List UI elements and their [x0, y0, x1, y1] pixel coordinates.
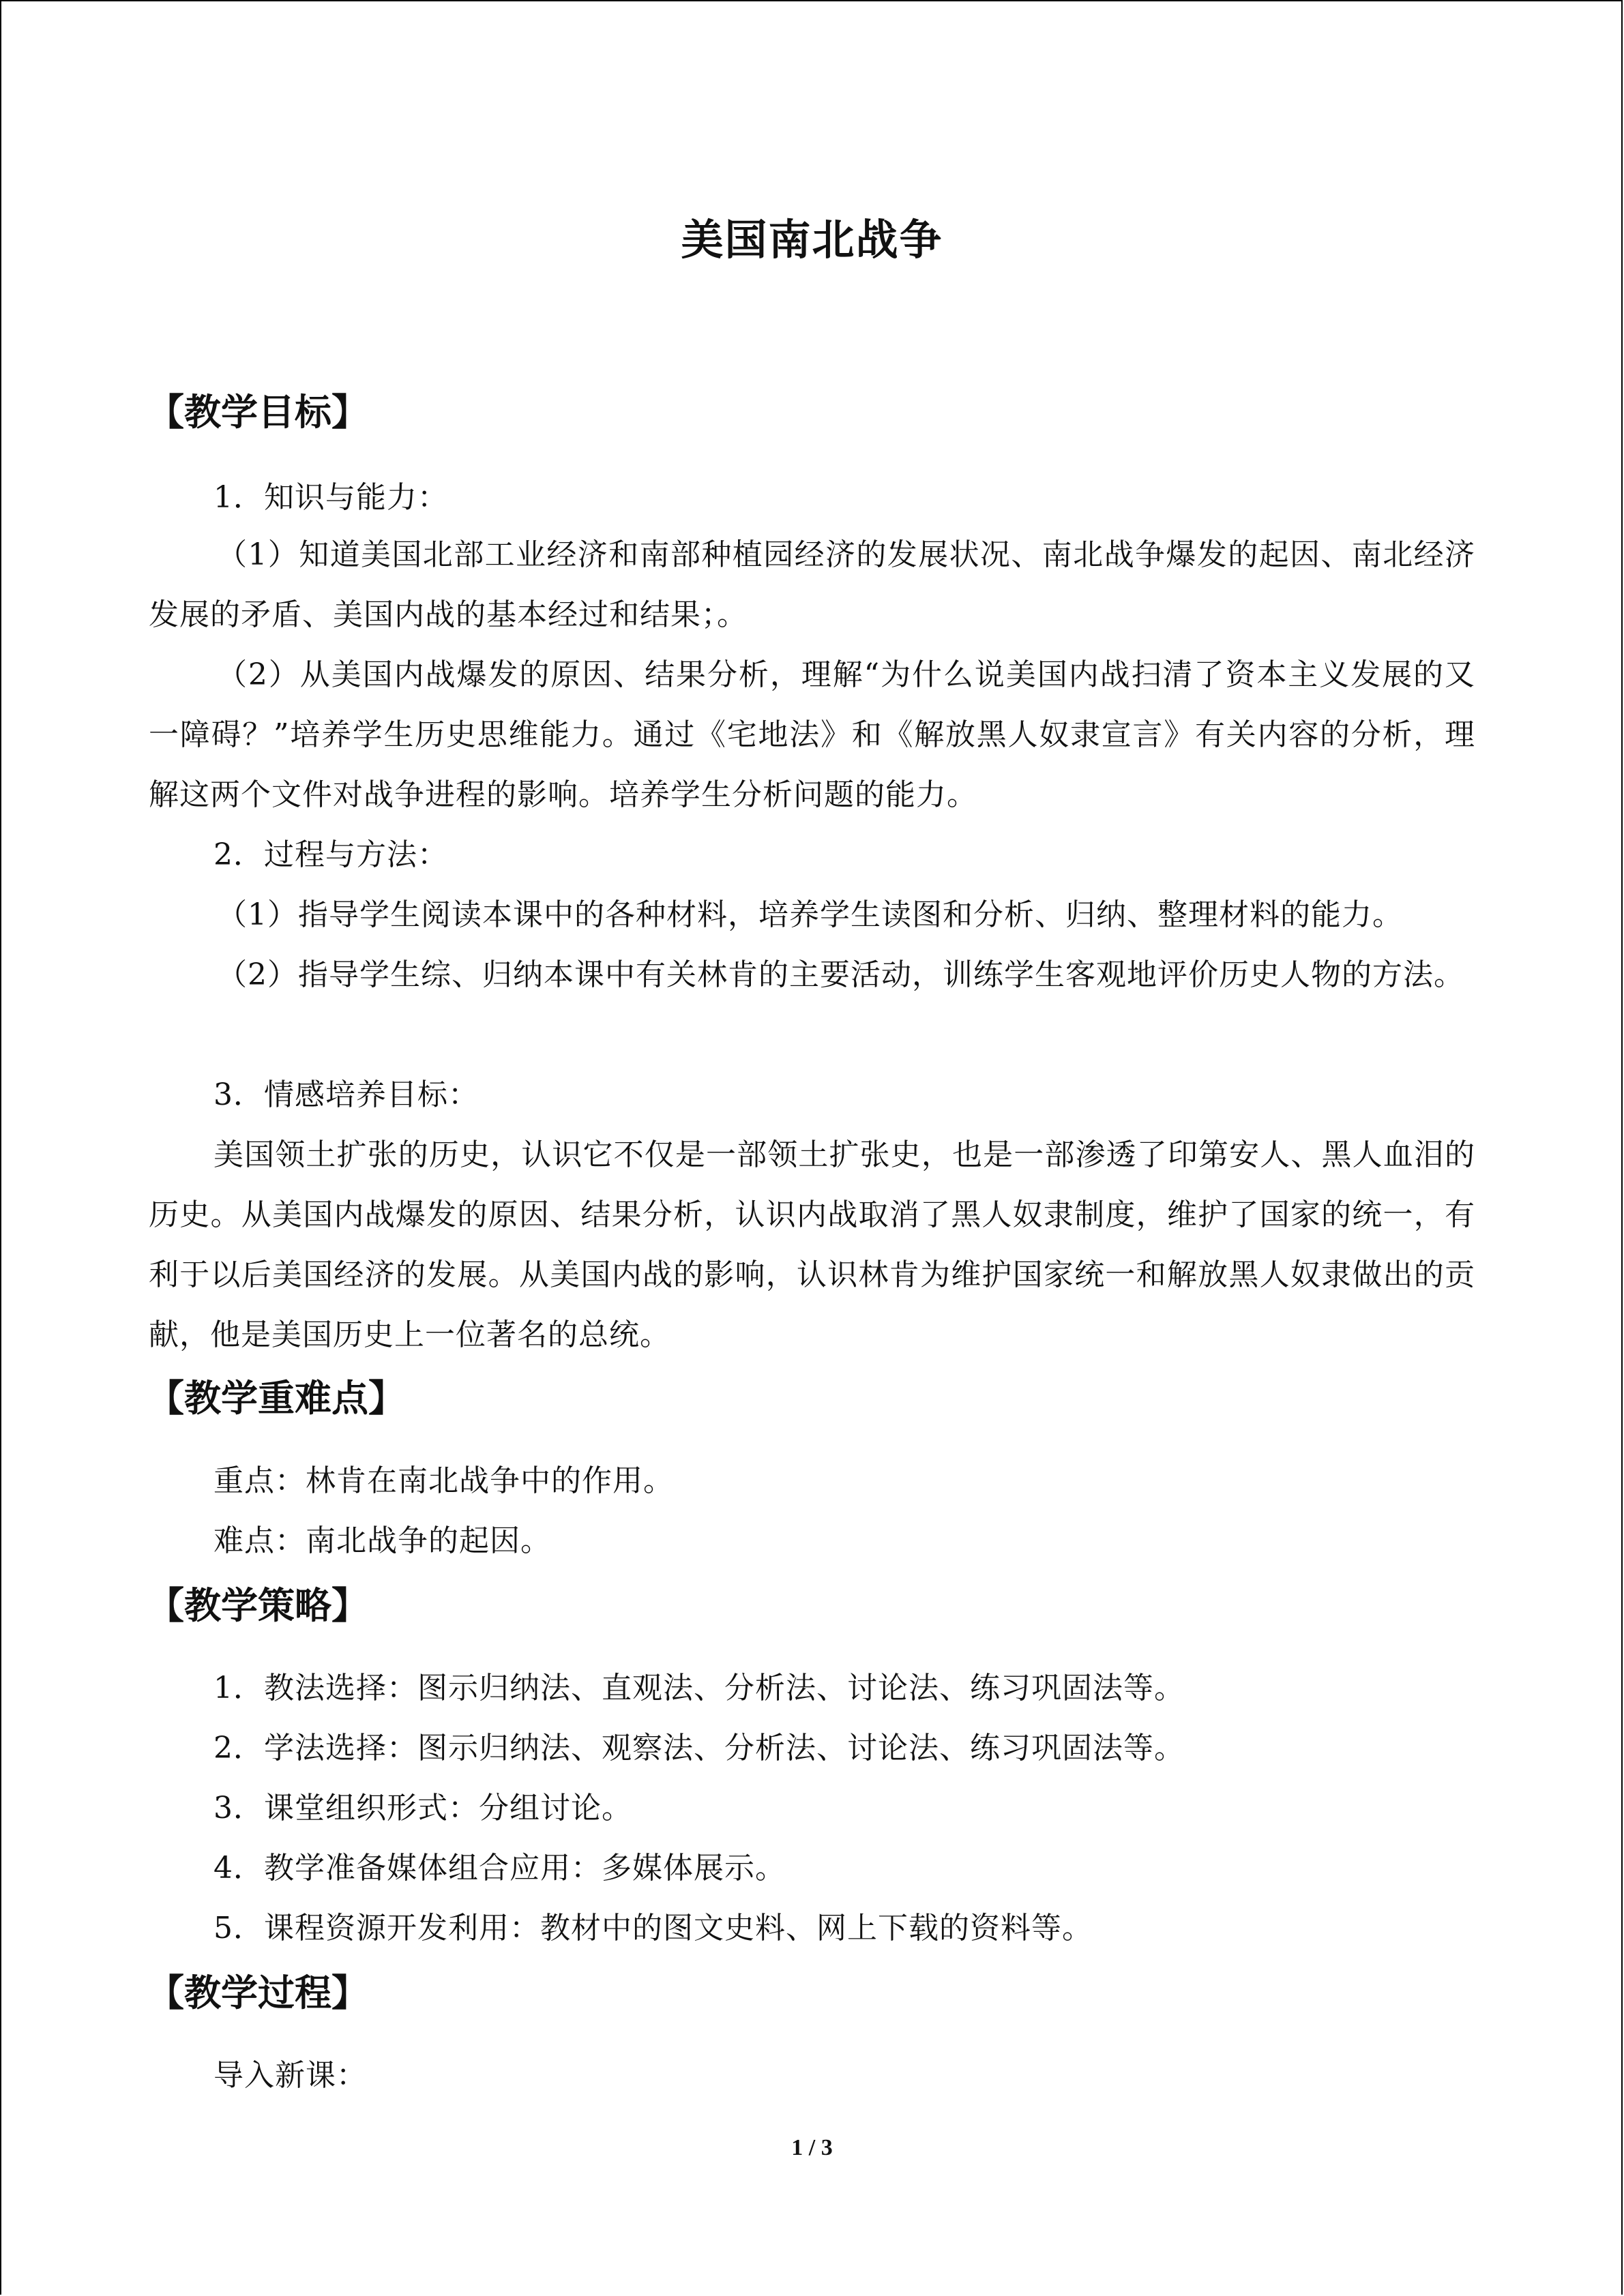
strategy-paragraph-5: 5．课程资源开发利用：教材中的图文史料、网上下载的资料等。 — [213, 1911, 1093, 1945]
objectives-paragraph-4: 2．过程与方法： — [213, 837, 448, 872]
objectives-paragraph-1: 1．知识与能力： — [213, 480, 448, 515]
strategy-paragraph-4: 4．教学准备媒体组合应用：多媒体展示。 — [213, 1851, 786, 1885]
strategy-paragraph-1: 1．教法选择：图示归纳法、直观法、分析法、讨论法、练习巩固法等。 — [213, 1671, 1185, 1705]
objectives-paragraph-2: （1）知道美国北部工业经济和南部种植园经济的发展状况、南北战争爆发的起因、南北经济发展的矛盾、美国内战的基本经过和结果；。 — [149, 537, 1475, 632]
objectives-paragraph-7: 3．情感培养目标： — [213, 1077, 479, 1112]
page-number: 1 / 3 — [791, 2135, 833, 2160]
section-heading-process: 【教学过程】 — [147, 1971, 368, 2014]
key-points-paragraph-1: 重点：林肯在南北战争中的作用。 — [213, 1463, 674, 1498]
objectives-paragraph-6: （2）指导学生综、归纳本课中有关林肯的主要活动，训练学生客观地评价历史人物的方法。 — [217, 957, 1464, 992]
objectives-paragraph-8: 美国领土扩张的历史，认识它不仅是一部领土扩张史，也是一部渗透了印第安人、黑人血泪的历史。从美国内战爆发的原因、结果分析，认识内战取消了黑人奴隶制度，维护了国家的统一，有利于以后美国经济的发展。从美国内战的影响，认识林肯为维护国家统一和解放黑人奴隶做出的贡献，他是美国历史上一位著名的总统。 — [149, 1137, 1475, 1352]
strategy-paragraph-2: 2．学法选择：图示归纳法、观察法、分析法、讨论法、练习巩固法等。 — [213, 1731, 1185, 1765]
process-paragraph-1: 导入新课： — [213, 2058, 367, 2093]
key-points-paragraph-2: 难点：南北战争的起因。 — [213, 1523, 551, 1558]
objectives-paragraph-5: （1）指导学生阅读本课中的各种材料，培养学生读图和分析、归纳、整理材料的能力。 — [217, 897, 1403, 932]
page-title: 美国南北战争 — [681, 215, 943, 265]
section-heading-strategy: 【教学策略】 — [147, 1584, 368, 1627]
objectives-paragraph-3: （2）从美国内战爆发的原因、结果分析，理解“为什么说美国内战扫清了资本主义发展的又一障碍？”培养学生历史思维能力。通过《宅地法》和《解放黑人奴隶宣言》有关内容的分析，理解这两个文件对战争进程的影响。培养学生分析问题的能力。 — [149, 657, 1475, 812]
section-heading-key-points: 【教学重难点】 — [147, 1377, 405, 1420]
section-heading-objectives: 【教学目标】 — [147, 391, 368, 434]
strategy-paragraph-3: 3．课堂组织形式：分组讨论。 — [213, 1791, 632, 1825]
